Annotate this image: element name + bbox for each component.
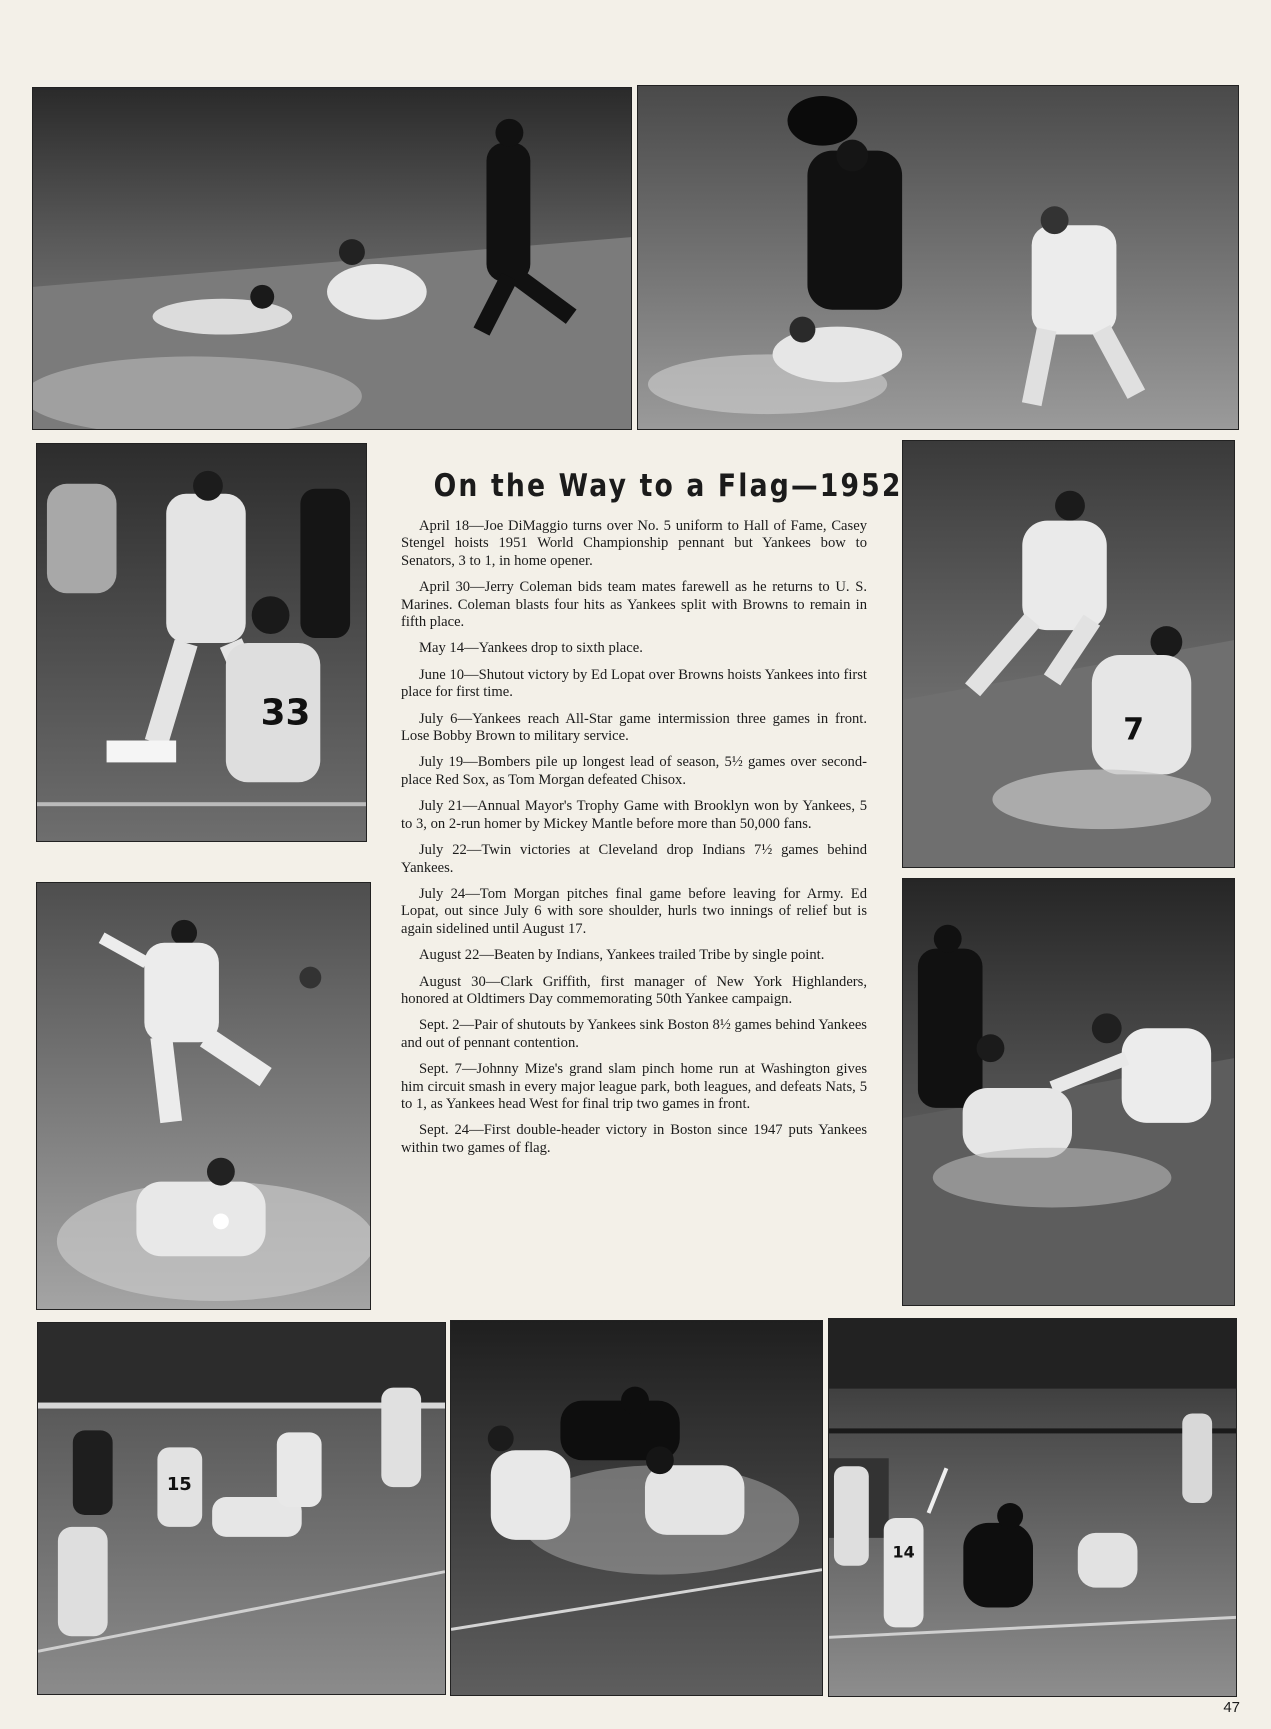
timeline-entry: July 22—Twin victories at Cleveland drop Indians 7½ games behind Yankees.	[401, 842, 867, 876]
timeline-entry: May 14—Yankees drop to sixth place.	[419, 640, 643, 657]
timeline-entry: Sept. 24—First double-header victory in Boston since 1947 puts Yankees within two games of flag.	[401, 1122, 867, 1156]
timeline-entry: April 30—Jerry Coleman bids team mates farewell as he returns to U. S. Marines. Coleman blasts four hits as Yankees split with Browns to remain in fifth place.	[401, 579, 867, 631]
photo-leaping-infielder	[36, 882, 371, 1310]
timeline-entry: July 19—Bombers pile up longest lead of season, 5½ games over second-place Red Sox, as Tom Morgan defeated Chisox.	[401, 754, 867, 788]
timeline-entry: June 10—Shutout victory by Ed Lopat over Browns hoists Yankees into first place for first time.	[401, 666, 867, 701]
photo-home-plate-collision	[450, 1320, 823, 1696]
photo-slide-at-base-left	[32, 87, 632, 430]
article-column	[401, 468, 903, 1288]
photo-batter-and-umpire	[828, 1318, 1237, 1697]
jersey-number-14: 14	[892, 1542, 915, 1562]
jersey-number-33: 33	[260, 692, 311, 734]
timeline-entry: July 24—Tom Morgan pitches final game before leaving for Army. Ed Lopat, out since July 6 with sore shoulder, hurls two innings of relief but is again sidelined until August 17.	[401, 885, 867, 937]
page-number: 47	[1223, 1699, 1240, 1716]
photo-slide-umpire-call-right	[637, 85, 1239, 430]
photo-tag-play-reach	[902, 878, 1235, 1306]
photo-infield-slide-crowd	[37, 1322, 446, 1695]
jersey-number-15: 15	[166, 1474, 192, 1496]
timeline-entry: July 6—Yankees reach All-Star game intermission three games in front. Lose Bobby Brown to military service.	[401, 710, 867, 745]
timeline-entry: August 30—Clark Griffith, first manager of New York Highlanders, honored at Oldtimers Day commemorating 50th Yankee campaign.	[401, 973, 867, 1007]
article-title: On the Way to a Flag—1952	[433, 468, 903, 504]
timeline-entry: Sept. 7—Johnny Mize's grand slam pinch home run at Washington gives him circuit smash in every major league park, both leagues, and defeats Nats, 5 to 1, as Yankees head West for final trip two games in front.	[401, 1061, 867, 1112]
timeline-entry: August 22—Beaten by Indians, Yankees trailed Tribe by single point.	[419, 947, 825, 964]
timeline-entry: Sept. 2—Pair of shutouts by Yankees sink Boston 8½ games behind Yankees and out of pennant contention.	[401, 1017, 867, 1051]
timeline-entry: April 18—Joe DiMaggio turns over No. 5 uniform to Hall of Fame, Casey Stengel hoists 1951 World Championship pennant but Yankees bow to Senators, 3 to 1, in home opener.	[401, 518, 867, 569]
jersey-number-7: 7	[1123, 712, 1144, 748]
photo-first-base-play	[36, 443, 367, 842]
timeline-entry: July 21—Annual Mayor's Trophy Game with Brooklyn won by Yankees, 5 to 3, on 2-run homer by Mickey Mantle before more than 50,000 fans.	[401, 798, 867, 832]
photo-double-play-pivot	[902, 440, 1235, 868]
